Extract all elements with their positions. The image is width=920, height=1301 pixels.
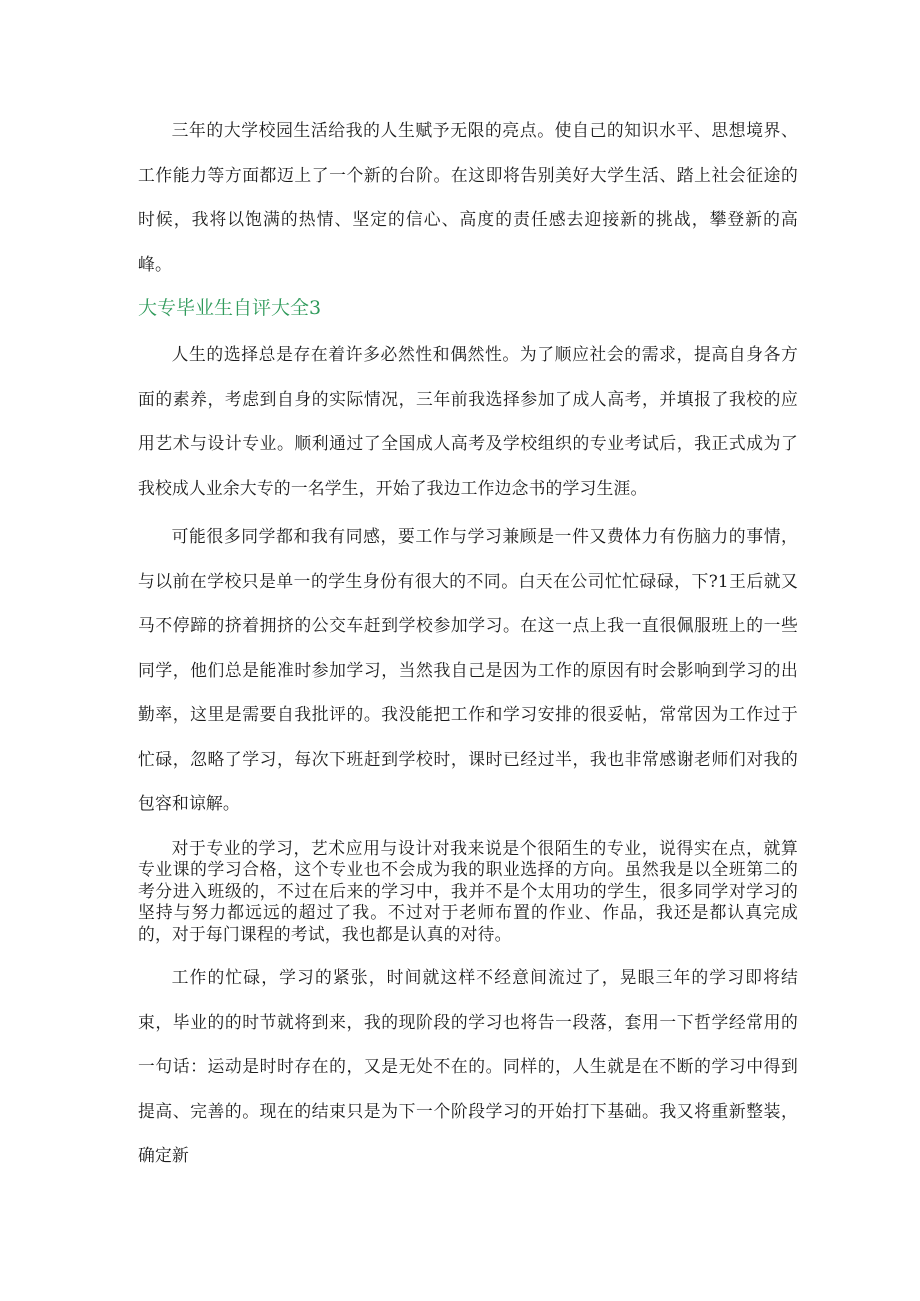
- paragraph-3: 对于专业的学习，艺术应用与设计对我来说是个很陌生的专业，说得实在点，就算专业课的学习合格，这个专业也不会成为我的职业选择的方向。虽然我是以全班第二的考分进入班级的，不过在后来的学习中，我并不是个太用功的学生，很多同学对学习的坚持与努力都远远的超过了我。不过对于老师布置的作业、作品，我还是都认真完成的，对于每门课程的考试，我也都是认真的对待。: [138, 837, 798, 944]
- document-page: [138, 108, 798, 1178]
- section-heading: 大专毕业生自评大全3: [138, 297, 322, 319]
- paragraph-4: 工作的忙碌，学习的紧张，时间就这样不经意间流过了，晃眼三年的学习即将结束，毕业的的时节就将到来，我的现阶段的学习也将告一段落，套用一下哲学经常用的一句话：运动是时时存在的，又是无处不在的。同样的，人生就是在不断的学习中得到提高、完善的。现在的结束只是为下一个阶段学习的开始打下基础。我又将重新整装，确定新: [138, 967, 798, 1165]
- paragraph-2: 可能很多同学都和我有同感，要工作与学习兼顾是一件又费体力有伤脑力的事情，与以前在学校只是单一的学生身份有很大的不同。白天在公司忙忙碌碌，下?1王后就又马不停蹄的挤着拥挤的公交车赶到学校参加学习。在这一点上我一直很佩服班上的一些同学，他们总是能准时参加学习，当然我自己是因为工作的原因有时会影响到学习的出勤率，这里是需要自我批评的。我没能把工作和学习安排的很妥帖，常常因为工作过于忙碌，忽略了学习，每次下班赶到学校时，课时已经过半，我也非常感谢老师们对我的包容和谅解。: [138, 526, 798, 813]
- paragraph-intro: 三年的大学校园生活给我的人生赋予无限的亮点。使自己的知识水平、思想境界、工作能力等方面都迈上了一个新的台阶。在这即将告别美好大学生活、踏上社会征途的时候，我将以饱满的热情、坚定的信心、高度的责任感去迎接新的挑战，攀登新的高峰。: [138, 120, 798, 274]
- paragraph-1: 人生的选择总是存在着许多必然性和偶然性。为了顺应社会的需求，提高自身各方面的素养，考虑到自身的实际情况，三年前我选择参加了成人高考，并填报了我校的应用艺术与设计专业。顺利通过了全国成人高考及学校组织的专业考试后，我正式成为了我校成人业余大专的一名学生，开始了我边工作边念书的学习生涯。: [138, 344, 798, 498]
